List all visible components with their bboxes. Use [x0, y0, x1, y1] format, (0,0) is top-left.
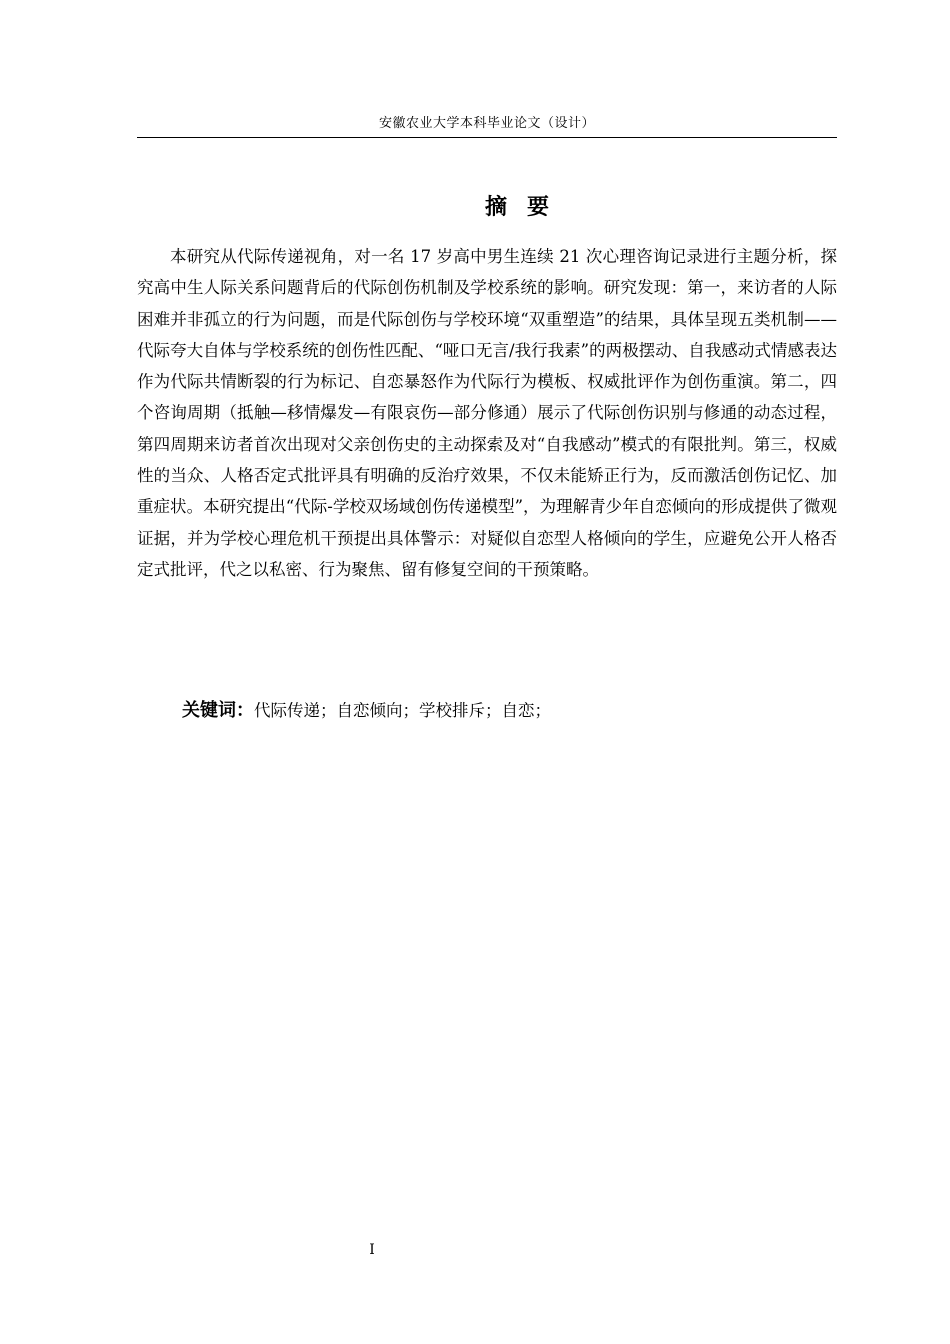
abstract-body: 本研究从代际传递视角，对一名 17 岁高中男生连续 21 次心理咨询记录进行主题分析，探究高中生人际关系问题背后的代际创伤机制及学校系统的影响。研究发现：第一，来访者的人际困难并非孤立的行为问题，而是代际创伤与学校环境“双重塑造”的结果，具体呈现五类机制——代际夸大自体与学校系统的创伤性匹配、“哑口无言/我行我素”的两极摆动、自我感动式情感表达作为代际共情断裂的行为标记、自恋暴怒作为代际行为模板、权威批评作为创伤重演。第二，四个咨询周期（抵触—移情爆发—有限哀伤—部分修通）展示了代际创伤识别与修通的动态过程，第四周期来访者首次出现对父亲创伤史的主动探索及对“自我感动”模式的有限批判。第三，权威性的当众、人格否定式批评具有明确的反治疗效果，不仅未能矫正行为，反而激活创伤记忆、加重症状。本研究提出“代际-学校双场域创伤传递模型”，为理解青少年自恋倾向的形成提供了微观证据，并为学校心理危机干预提出具体警示：对疑似自恋型人格倾向的学生，应避免公开人格否定式批评，代之以私密、行为聚焦、留有修复空间的干预策略。 — [137, 247, 837, 579]
keywords-label: 关键词： — [182, 700, 254, 721]
header-divider — [137, 137, 837, 138]
keywords-value: 代际传递；自恋倾向；学校排斥；自恋； — [254, 701, 551, 720]
page-header: 安徽农业大学本科毕业论文（设计） — [378, 116, 595, 131]
keywords-line — [182, 696, 837, 726]
page-number: I — [369, 1242, 375, 1258]
abstract-title: 摘要 — [484, 194, 569, 220]
